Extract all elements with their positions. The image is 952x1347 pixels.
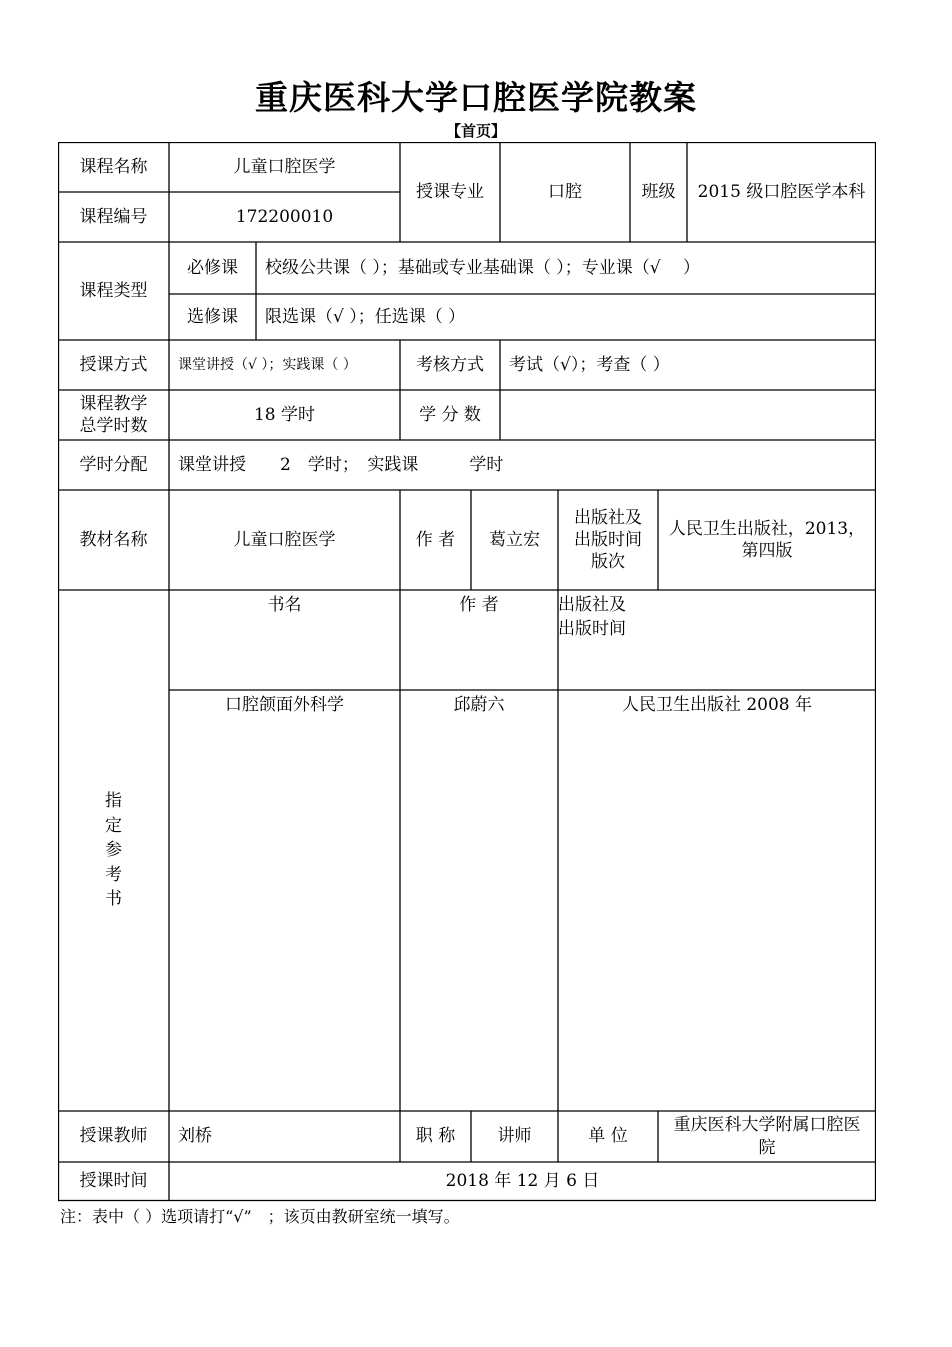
assess-label: 考核方式 — [416, 354, 484, 375]
class-label: 班级 — [641, 181, 676, 202]
unit-label: 单 位 — [588, 1126, 628, 1147]
teacher-label: 授课教师 — [79, 1126, 148, 1147]
unit-value: 重庆医科大学附属口腔医院 — [673, 1115, 861, 1158]
course-name-value: 儿童口腔医学 — [233, 156, 336, 177]
document-title: 重庆医科大学口腔医学院教案 — [255, 78, 697, 117]
ref-book-title: 口腔颌面外科学 — [225, 695, 344, 715]
rank-value: 讲师 — [497, 1126, 532, 1147]
ref-label-char: 参 — [105, 840, 122, 861]
ref-label-char: 定 — [105, 815, 122, 836]
lesson-plan-table — [58, 142, 876, 1202]
required-label: 必修课 — [187, 257, 238, 278]
author-label: 作 者 — [415, 529, 456, 550]
textbook-label: 教材名称 — [79, 529, 148, 550]
ref-book-publisher: 人民卫生出版社 2008 年 — [621, 695, 813, 715]
hours-value: 18 学时 — [253, 404, 316, 425]
publisher-value: 人民卫生出版社，2013，第四版 — [668, 518, 866, 561]
class-value: 2015 级口腔医学本科 — [697, 181, 866, 202]
teach-method-label: 授课方式 — [79, 354, 148, 375]
author-value: 葛立宏 — [489, 529, 540, 550]
course-name-label: 课程名称 — [79, 156, 148, 177]
teacher-value: 刘桥 — [178, 1126, 212, 1147]
hours-label: 课程教学总学时数 — [79, 393, 148, 436]
time-label: 授课时间 — [79, 1171, 148, 1192]
course-code-label: 课程编号 — [79, 206, 148, 227]
document-subtitle: 【首页】 — [445, 122, 506, 140]
textbook-value: 儿童口腔医学 — [233, 529, 336, 550]
required-options: 校级公共课（ ）；基础或专业基础课（ ）；专业课（√ ） — [265, 257, 701, 278]
ref-col-publisher-line2: 出版时间 — [558, 618, 626, 639]
major-label: 授课专业 — [416, 181, 484, 202]
publisher-label: 出版社及出版时间版次 — [574, 507, 642, 573]
ref-book-author: 邱蔚六 — [453, 695, 505, 715]
rank-label: 职 称 — [415, 1126, 456, 1147]
time-value: 2018 年 12 月 6 日 — [445, 1171, 600, 1192]
reference-books-label — [58, 590, 169, 1111]
credits-label: 学 分 数 — [419, 404, 481, 425]
credits-value — [500, 390, 876, 440]
ref-label-char: 书 — [105, 889, 122, 910]
alloc-label: 学时分配 — [79, 454, 148, 475]
ref-label-char: 考 — [105, 864, 122, 885]
footnote: 注：表中（ ）选项请打“√” ；该页由教研室统一填写。 — [60, 1207, 460, 1226]
elective-label: 选修课 — [187, 306, 238, 327]
ref-label-char: 指 — [105, 790, 122, 811]
ref-col-publisher-line1: 出版社及 — [558, 595, 626, 615]
ref-col-publisher-header — [558, 590, 876, 690]
course-type-label: 课程类型 — [79, 280, 148, 301]
ref-col-book-header: 书名 — [267, 595, 302, 615]
assess-value: 考试（√）；考查（ ） — [509, 354, 670, 375]
ref-col-author-header: 作 者 — [459, 595, 499, 615]
teach-method-value: 课堂讲授（√ ）；实践课（ ） — [178, 356, 357, 373]
major-value: 口腔 — [548, 181, 582, 202]
alloc-value: 课堂讲授 2 学时； 实践课 学时 — [178, 454, 504, 475]
elective-options: 限选课（√ ）；任选课（ ） — [265, 306, 466, 327]
course-code-value: 172200010 — [235, 206, 334, 227]
